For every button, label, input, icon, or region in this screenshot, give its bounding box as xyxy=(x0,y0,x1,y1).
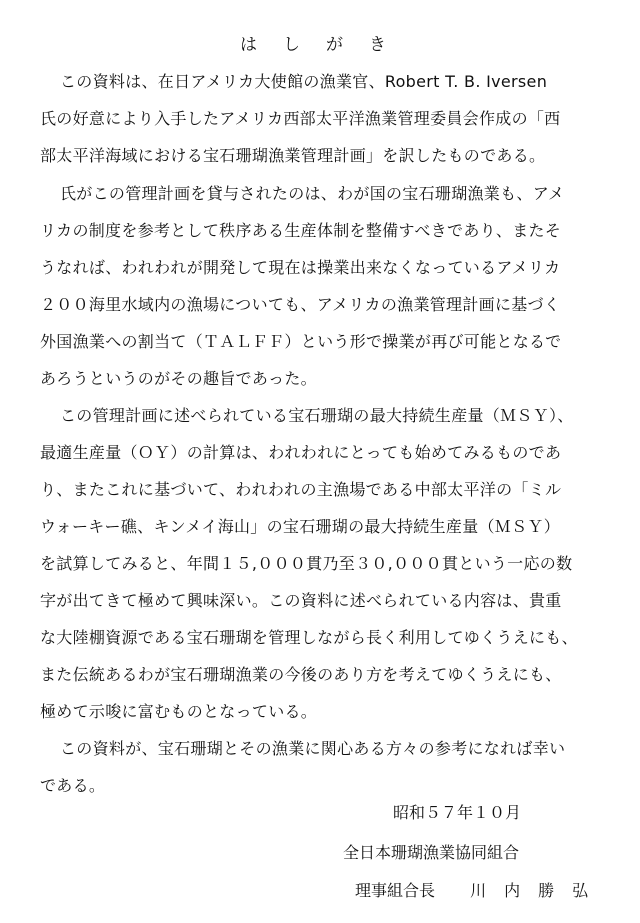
paragraph-2-line-5: 外国漁業への割当て（ＴＡＬＦＦ）という形で操業が再び可能となるで xyxy=(40,332,562,351)
paragraph-1-line-3: 部太平洋海域における宝石珊瑚漁業管理計画」を訳したものである。 xyxy=(40,146,546,165)
paragraph-2-line-4: ２００海里水域内の漁場についても、アメリカの漁業管理計画に基づく xyxy=(40,295,561,314)
signer-name: 川内勝弘 xyxy=(470,881,607,900)
paragraph-4-line-2: である。 xyxy=(40,776,106,795)
paragraph-3-line-6: 字が出てきて極めて興味深い。この資料に述べられている内容は、貴重 xyxy=(40,591,562,610)
paragraph-3-line-1: この管理計画に述べられている宝石珊瑚の最大持続生産量（ＭＳＹ）、 xyxy=(60,406,574,425)
document-date: 昭和５７年１０月 xyxy=(393,803,522,822)
page-title: はしがき xyxy=(240,35,412,55)
paragraph-3-line-4: ウォーキー礁、キンメイ海山」の宝石珊瑚の最大持続生産量（ＭＳＹ） xyxy=(40,517,561,536)
paragraph-2-line-3: うなれば、われわれが開発して現在は操業出来なくなっているアメリカ xyxy=(40,258,561,277)
paragraph-1-line-1: この資料は、在日アメリカ大使館の漁業官、Robert T. B. Iversen xyxy=(60,72,548,91)
paragraph-2-line-6: あろうというのがその趣旨であった。 xyxy=(40,369,317,388)
paragraph-2-line-1: 氏がこの管理計画を貸与されたのは、わが国の宝石珊瑚漁業も、アメ xyxy=(60,184,565,203)
organization-name: 全日本珊瑚漁業協同組合 xyxy=(343,843,520,862)
paragraph-3-line-3: り、またこれに基づいて、われわれの主漁場である中部太平洋の「ミル xyxy=(40,480,562,499)
signer-role: 理事組合長 xyxy=(355,881,436,900)
paragraph-3-line-2: 最適生産量（ＯＹ）の計算は、われわれにとっても始めてみるものであ xyxy=(40,443,562,462)
paragraph-3-line-9: 極めて示唆に富むものとなっている。 xyxy=(40,702,318,721)
paragraph-3-line-8: また伝統あるわが宝石珊瑚漁業の今後のあり方を考えてゆくうえにも、 xyxy=(40,665,562,684)
paragraph-4-line-1: この資料が、宝石珊瑚とその漁業に関心ある方々の参考になれば幸い xyxy=(60,739,566,758)
paragraph-2-line-2: リカの制度を参考として秩序ある生産体制を整備すべきであり、またそ xyxy=(40,221,562,240)
paragraph-3-line-5: を試算してみると、年間１５,０００貫乃至３０,０００貫という一応の数 xyxy=(40,554,573,573)
paragraph-3-line-7: な大陸棚資源である宝石珊瑚を管理しながら長く利用してゆくうえにも、 xyxy=(40,628,578,647)
signature-block xyxy=(355,878,606,901)
paragraph-1-line-2: 氏の好意により入手したアメリカ西部太平洋漁業管理委員会作成の「西 xyxy=(40,109,561,128)
